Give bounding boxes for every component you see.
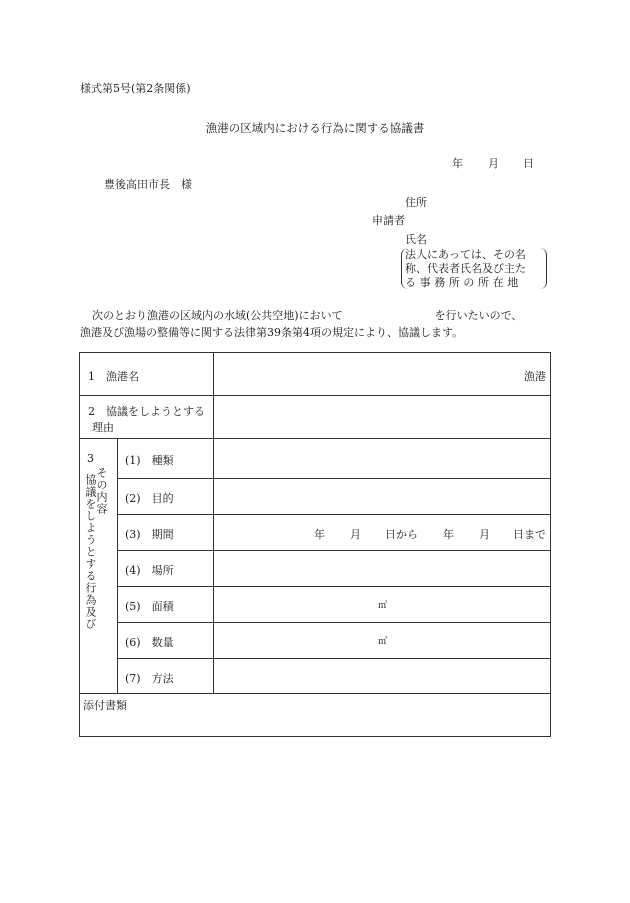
area-unit: ㎡ (378, 601, 388, 611)
item-type-field[interactable] (214, 439, 550, 478)
corporation-note-line1: 法人にあっては、その名 (405, 248, 526, 261)
period-month1: 月 (350, 528, 361, 541)
item-purpose-label: (2) 目的 (125, 492, 174, 505)
item-purpose-field[interactable] (214, 479, 550, 514)
item-method-field[interactable] (214, 659, 550, 693)
period-until: 日まで (513, 528, 546, 541)
corporation-note-line2: 称、代表者氏名及び主た (405, 262, 526, 275)
corporation-note-line3: る事務所の所在地 (405, 276, 522, 289)
period-year2: 年 (443, 528, 454, 541)
item-location-field[interactable] (214, 551, 550, 586)
item-method-label: (7) 方法 (125, 672, 174, 685)
act-section-vertical-col2: 協議をしようとする行為及び (84, 474, 97, 630)
fishing-port-field[interactable] (214, 353, 550, 395)
fishing-port-label: 1 漁港名 (88, 370, 139, 383)
reason-label-line1: 2 協議をしようとする (88, 405, 205, 418)
form-number: 様式第5号(第2条関係) (80, 82, 191, 95)
consultation-table (79, 352, 551, 737)
act-section-number: 3 (87, 452, 94, 465)
attachments-field[interactable] (80, 711, 550, 736)
reason-field[interactable] (214, 396, 550, 438)
applicant-label: 申請者 (372, 214, 405, 227)
item-type-label: (1) 種類 (125, 454, 174, 467)
date-day: 日 (523, 157, 534, 170)
item-quantity-field[interactable] (214, 623, 550, 658)
quantity-unit: ㎥ (378, 637, 388, 647)
date-year: 年 (452, 157, 463, 170)
date-month: 月 (488, 157, 499, 170)
fishing-port-suffix: 漁港 (524, 370, 546, 383)
item-period-label: (3) 期間 (125, 528, 174, 541)
reason-label-line2: 理由 (92, 421, 114, 434)
period-year1: 年 (314, 528, 325, 541)
corporation-note (401, 248, 547, 289)
name-label: 氏名 (405, 233, 427, 246)
address-label: 住所 (405, 196, 427, 209)
item-area-field[interactable] (214, 587, 550, 622)
item-area-label: (5) 面積 (125, 600, 174, 613)
attachments-label: 添付書類 (83, 699, 127, 712)
item-quantity-label: (6) 数量 (125, 636, 174, 649)
period-from: 日から (385, 528, 418, 541)
body-paragraph-line1 (92, 307, 522, 323)
item-period-field[interactable] (214, 515, 550, 550)
body-paragraph-line2: 漁港及び漁場の整備等に関する法律第39条第4項の規定により、協議します。 (80, 326, 464, 339)
body-text-b: を行いたいので、 (434, 309, 523, 322)
period-month2: 月 (479, 528, 490, 541)
addressee: 豊後高田市長 様 (104, 178, 192, 191)
item-location-label: (4) 場所 (125, 564, 174, 577)
act-section-vertical-col1: その内容 (95, 467, 108, 515)
document-title: 漁港の区域内における行為に関する協議書 (205, 121, 425, 135)
body-text-a: 次のとおり漁港の区域内の水域(公共空地)において (92, 309, 343, 322)
